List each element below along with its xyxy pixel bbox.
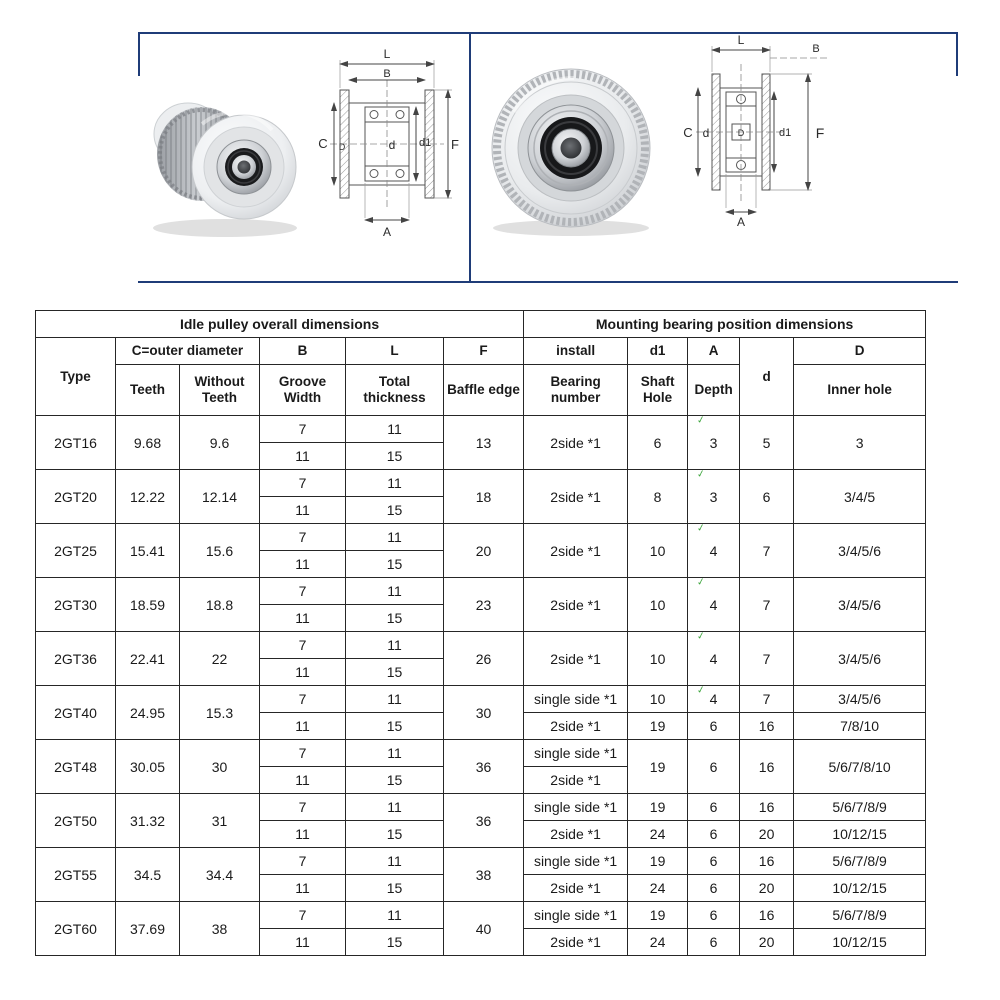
cell-without-teeth: 31 [180, 794, 260, 848]
cell-total-thickness: 11 [346, 470, 444, 497]
cell-groove-width: 11 [260, 929, 346, 956]
cell-baffle-edge: 23 [444, 578, 524, 632]
cell-shaft-hole: 10 [628, 524, 688, 578]
cell-groove-width: 7 [260, 632, 346, 659]
dim-label-B: B [383, 68, 391, 80]
cell-groove-width: 11 [260, 659, 346, 686]
cell-inner-hole: 10/12/15 [794, 929, 926, 956]
cell-groove-width: 7 [260, 686, 346, 713]
cell-depth: 6 [688, 929, 740, 956]
spec-row [36, 686, 926, 713]
cell-teeth: 22.41 [116, 632, 180, 686]
column-header-row-1 [36, 338, 926, 365]
cell-groove-width: 11 [260, 443, 346, 470]
cell-shaft-hole: 19 [628, 848, 688, 875]
col-header-d: d [740, 338, 794, 416]
cell-shaft-hole: 10 [628, 632, 688, 686]
cell-depth: ✓ 3 [688, 416, 740, 470]
cell-type: 2GT55 [36, 848, 116, 902]
cell-groove-width: 7 [260, 794, 346, 821]
dim-label-C: C [318, 136, 328, 151]
col-header-c-outer-diameter: C=outer diameter [116, 338, 260, 365]
cell-install: 2side *1 [524, 767, 628, 794]
cell-groove-width: 7 [260, 740, 346, 767]
frame-line-right-stub [956, 32, 958, 76]
cell-inner-hole: 3 [794, 416, 926, 470]
cell-d: 6 [740, 470, 794, 524]
cell-depth: 6 [688, 848, 740, 875]
cell-install: 2side *1 [524, 632, 628, 686]
cell-depth: 6 [688, 713, 740, 740]
cell-inner-hole: 10/12/15 [794, 821, 926, 848]
cell-inner-hole: 5/6/7/8/9 [794, 848, 926, 875]
dim-label-F: F [451, 137, 459, 152]
cell-shaft-hole: 24 [628, 821, 688, 848]
col-header-type: Type [36, 338, 116, 416]
cell-install: 2side *1 [524, 416, 628, 470]
spec-row [36, 470, 926, 497]
cell-inner-hole: 7/8/10 [794, 713, 926, 740]
cell-total-thickness: 11 [346, 578, 444, 605]
spec-row [36, 740, 926, 767]
dim-label-D: D [737, 128, 745, 138]
cell-baffle-edge: 40 [444, 902, 524, 956]
col-header-depth: Depth [688, 365, 740, 416]
cell-d: 7 [740, 632, 794, 686]
cell-teeth: 9.68 [116, 416, 180, 470]
cell-teeth: 15.41 [116, 524, 180, 578]
cell-shaft-hole: 10 [628, 686, 688, 713]
dimension-diagram-right [668, 28, 833, 246]
cell-without-teeth: 22 [180, 632, 260, 686]
col-header-groove-width: Groove Width [260, 365, 346, 416]
cell-groove-width: 7 [260, 524, 346, 551]
cell-total-thickness: 15 [346, 713, 444, 740]
cell-shaft-hole: 19 [628, 740, 688, 794]
cell-total-thickness: 15 [346, 767, 444, 794]
cell-depth: 6 [688, 902, 740, 929]
spec-row [36, 848, 926, 875]
dim-label-D: D [338, 142, 346, 152]
cell-without-teeth: 18.8 [180, 578, 260, 632]
dim-label-C: C [683, 125, 693, 140]
col-header-d1: d1 [628, 338, 688, 365]
cell-baffle-edge: 18 [444, 470, 524, 524]
col-header-B: B [260, 338, 346, 365]
cell-depth: 6 [688, 821, 740, 848]
cell-total-thickness: 11 [346, 632, 444, 659]
cell-without-teeth: 12.14 [180, 470, 260, 524]
cell-total-thickness: 11 [346, 524, 444, 551]
cell-groove-width: 7 [260, 470, 346, 497]
cell-d: 16 [740, 902, 794, 929]
cell-groove-width: 11 [260, 875, 346, 902]
cell-groove-width: 11 [260, 551, 346, 578]
cell-type: 2GT36 [36, 632, 116, 686]
cell-type: 2GT60 [36, 902, 116, 956]
dim-label-B: B [812, 43, 820, 55]
cell-without-teeth: 38 [180, 902, 260, 956]
cell-install: 2side *1 [524, 821, 628, 848]
cell-install: 2side *1 [524, 578, 628, 632]
cell-inner-hole: 3/4/5 [794, 470, 926, 524]
cell-teeth: 24.95 [116, 686, 180, 740]
cell-baffle-edge: 38 [444, 848, 524, 902]
spec-row [36, 632, 926, 659]
cell-inner-hole: 3/4/5/6 [794, 524, 926, 578]
cell-type: 2GT30 [36, 578, 116, 632]
cell-inner-hole: 3/4/5/6 [794, 578, 926, 632]
frame-line-divider [469, 32, 471, 283]
cell-groove-width: 11 [260, 821, 346, 848]
cell-inner-hole: 5/6/7/8/9 [794, 794, 926, 821]
cell-install: 2side *1 [524, 713, 628, 740]
cell-total-thickness: 15 [346, 659, 444, 686]
cell-total-thickness: 15 [346, 443, 444, 470]
cell-shaft-hole: 19 [628, 794, 688, 821]
dim-label-d: d [702, 126, 710, 140]
cell-without-teeth: 9.6 [180, 416, 260, 470]
cell-groove-width: 11 [260, 497, 346, 524]
cell-type: 2GT20 [36, 470, 116, 524]
col-header-teeth: Teeth [116, 365, 180, 416]
cell-install: single side *1 [524, 686, 628, 713]
dim-label-A: A [736, 215, 746, 229]
cell-d: 7 [740, 686, 794, 713]
dim-label-L: L [383, 47, 391, 61]
cell-groove-width: 7 [260, 848, 346, 875]
cell-d: 7 [740, 524, 794, 578]
pulley-photo-left [140, 68, 310, 246]
cell-shaft-hole: 19 [628, 713, 688, 740]
cell-shaft-hole: 24 [628, 929, 688, 956]
cell-depth: 6 [688, 794, 740, 821]
dim-label-d1: d1 [779, 127, 792, 139]
pulley-photo-right [476, 60, 666, 244]
col-header-A: A [688, 338, 740, 365]
cell-baffle-edge: 36 [444, 740, 524, 794]
dim-label-d: d [388, 138, 396, 152]
cell-depth: 6 [688, 875, 740, 902]
cell-total-thickness: 11 [346, 848, 444, 875]
col-header-bearing-number: Bearing number [524, 365, 628, 416]
cell-type: 2GT16 [36, 416, 116, 470]
cell-groove-width: 11 [260, 767, 346, 794]
cell-type: 2GT50 [36, 794, 116, 848]
cell-teeth: 34.5 [116, 848, 180, 902]
cell-d: 7 [740, 578, 794, 632]
cell-teeth: 30.05 [116, 740, 180, 794]
cell-type: 2GT25 [36, 524, 116, 578]
col-header-install: install [524, 338, 628, 365]
cell-teeth: 12.22 [116, 470, 180, 524]
cell-d: 20 [740, 929, 794, 956]
cell-install: single side *1 [524, 740, 628, 767]
cell-depth: ✓ 3 [688, 470, 740, 524]
spec-row [36, 794, 926, 821]
cell-without-teeth: 34.4 [180, 848, 260, 902]
cell-d: 16 [740, 740, 794, 794]
spec-row [36, 524, 926, 551]
dim-label-F: F [815, 125, 825, 141]
cell-groove-width: 11 [260, 605, 346, 632]
cell-baffle-edge: 26 [444, 632, 524, 686]
cell-baffle-edge: 20 [444, 524, 524, 578]
cell-teeth: 18.59 [116, 578, 180, 632]
spec-table-body [36, 416, 926, 956]
frame-line-top [138, 32, 958, 34]
cell-d: 20 [740, 821, 794, 848]
spec-row [36, 902, 926, 929]
col-header-total-thickness: Total thickness [346, 365, 444, 416]
cell-without-teeth: 30 [180, 740, 260, 794]
cell-baffle-edge: 36 [444, 794, 524, 848]
cell-total-thickness: 11 [346, 902, 444, 929]
cell-without-teeth: 15.6 [180, 524, 260, 578]
cell-total-thickness: 15 [346, 875, 444, 902]
cell-install: 2side *1 [524, 470, 628, 524]
cell-type: 2GT48 [36, 740, 116, 794]
cell-depth: ✓ 4 [688, 578, 740, 632]
col-header-without-teeth: Without Teeth [180, 365, 260, 416]
cell-depth: 6 [688, 740, 740, 794]
cell-total-thickness: 15 [346, 605, 444, 632]
col-header-baffle-edge: Baffle edge [444, 365, 524, 416]
cell-install: 2side *1 [524, 875, 628, 902]
col-header-inner-hole: Inner hole [794, 365, 926, 416]
group-header-mounting: Mounting bearing position dimensions [524, 311, 926, 338]
cell-d: 20 [740, 875, 794, 902]
cell-baffle-edge: 30 [444, 686, 524, 740]
spec-row [36, 416, 926, 443]
cell-groove-width: 11 [260, 713, 346, 740]
group-header-overall: Idle pulley overall dimensions [36, 311, 524, 338]
cell-install: single side *1 [524, 794, 628, 821]
cell-inner-hole: 5/6/7/8/10 [794, 740, 926, 794]
spec-table [35, 310, 926, 956]
cell-inner-hole: 5/6/7/8/9 [794, 902, 926, 929]
cell-shaft-hole: 24 [628, 875, 688, 902]
frame-line-bottom [138, 281, 958, 283]
spec-row [36, 578, 926, 605]
cell-total-thickness: 15 [346, 929, 444, 956]
cell-d: 16 [740, 848, 794, 875]
cell-shaft-hole: 10 [628, 578, 688, 632]
spec-table-wrap [35, 310, 926, 956]
cell-install: single side *1 [524, 902, 628, 929]
cell-without-teeth: 15.3 [180, 686, 260, 740]
cell-total-thickness: 11 [346, 740, 444, 767]
cell-total-thickness: 11 [346, 794, 444, 821]
cell-total-thickness: 15 [346, 497, 444, 524]
col-header-L: L [346, 338, 444, 365]
cell-install: 2side *1 [524, 524, 628, 578]
cell-inner-hole: 3/4/5/6 [794, 632, 926, 686]
cell-groove-width: 7 [260, 902, 346, 929]
cell-shaft-hole: 19 [628, 902, 688, 929]
dim-label-d1: d1 [419, 137, 432, 149]
cell-teeth: 31.32 [116, 794, 180, 848]
cell-total-thickness: 11 [346, 686, 444, 713]
col-header-D: D [794, 338, 926, 365]
cell-teeth: 37.69 [116, 902, 180, 956]
group-header-row [36, 311, 926, 338]
col-header-shaft-hole: Shaft Hole [628, 365, 688, 416]
col-header-F: F [444, 338, 524, 365]
cell-depth: ✓ 4 [688, 632, 740, 686]
cell-baffle-edge: 13 [444, 416, 524, 470]
cell-d: 16 [740, 713, 794, 740]
cell-install: single side *1 [524, 848, 628, 875]
cell-depth: ✓ 4 [688, 524, 740, 578]
cell-total-thickness: 15 [346, 821, 444, 848]
cell-depth: ✓ 4 [688, 686, 740, 713]
dim-label-A: A [382, 225, 392, 239]
cell-type: 2GT40 [36, 686, 116, 740]
cell-inner-hole: 10/12/15 [794, 875, 926, 902]
cell-groove-width: 7 [260, 578, 346, 605]
cell-d: 5 [740, 416, 794, 470]
cell-install: 2side *1 [524, 929, 628, 956]
dim-label-L: L [737, 33, 745, 47]
cell-d: 16 [740, 794, 794, 821]
dimension-diagram-left [312, 40, 462, 252]
cell-inner-hole: 3/4/5/6 [794, 686, 926, 713]
cell-shaft-hole: 8 [628, 470, 688, 524]
cell-total-thickness: 11 [346, 416, 444, 443]
cell-total-thickness: 15 [346, 551, 444, 578]
cell-groove-width: 7 [260, 416, 346, 443]
cell-shaft-hole: 6 [628, 416, 688, 470]
